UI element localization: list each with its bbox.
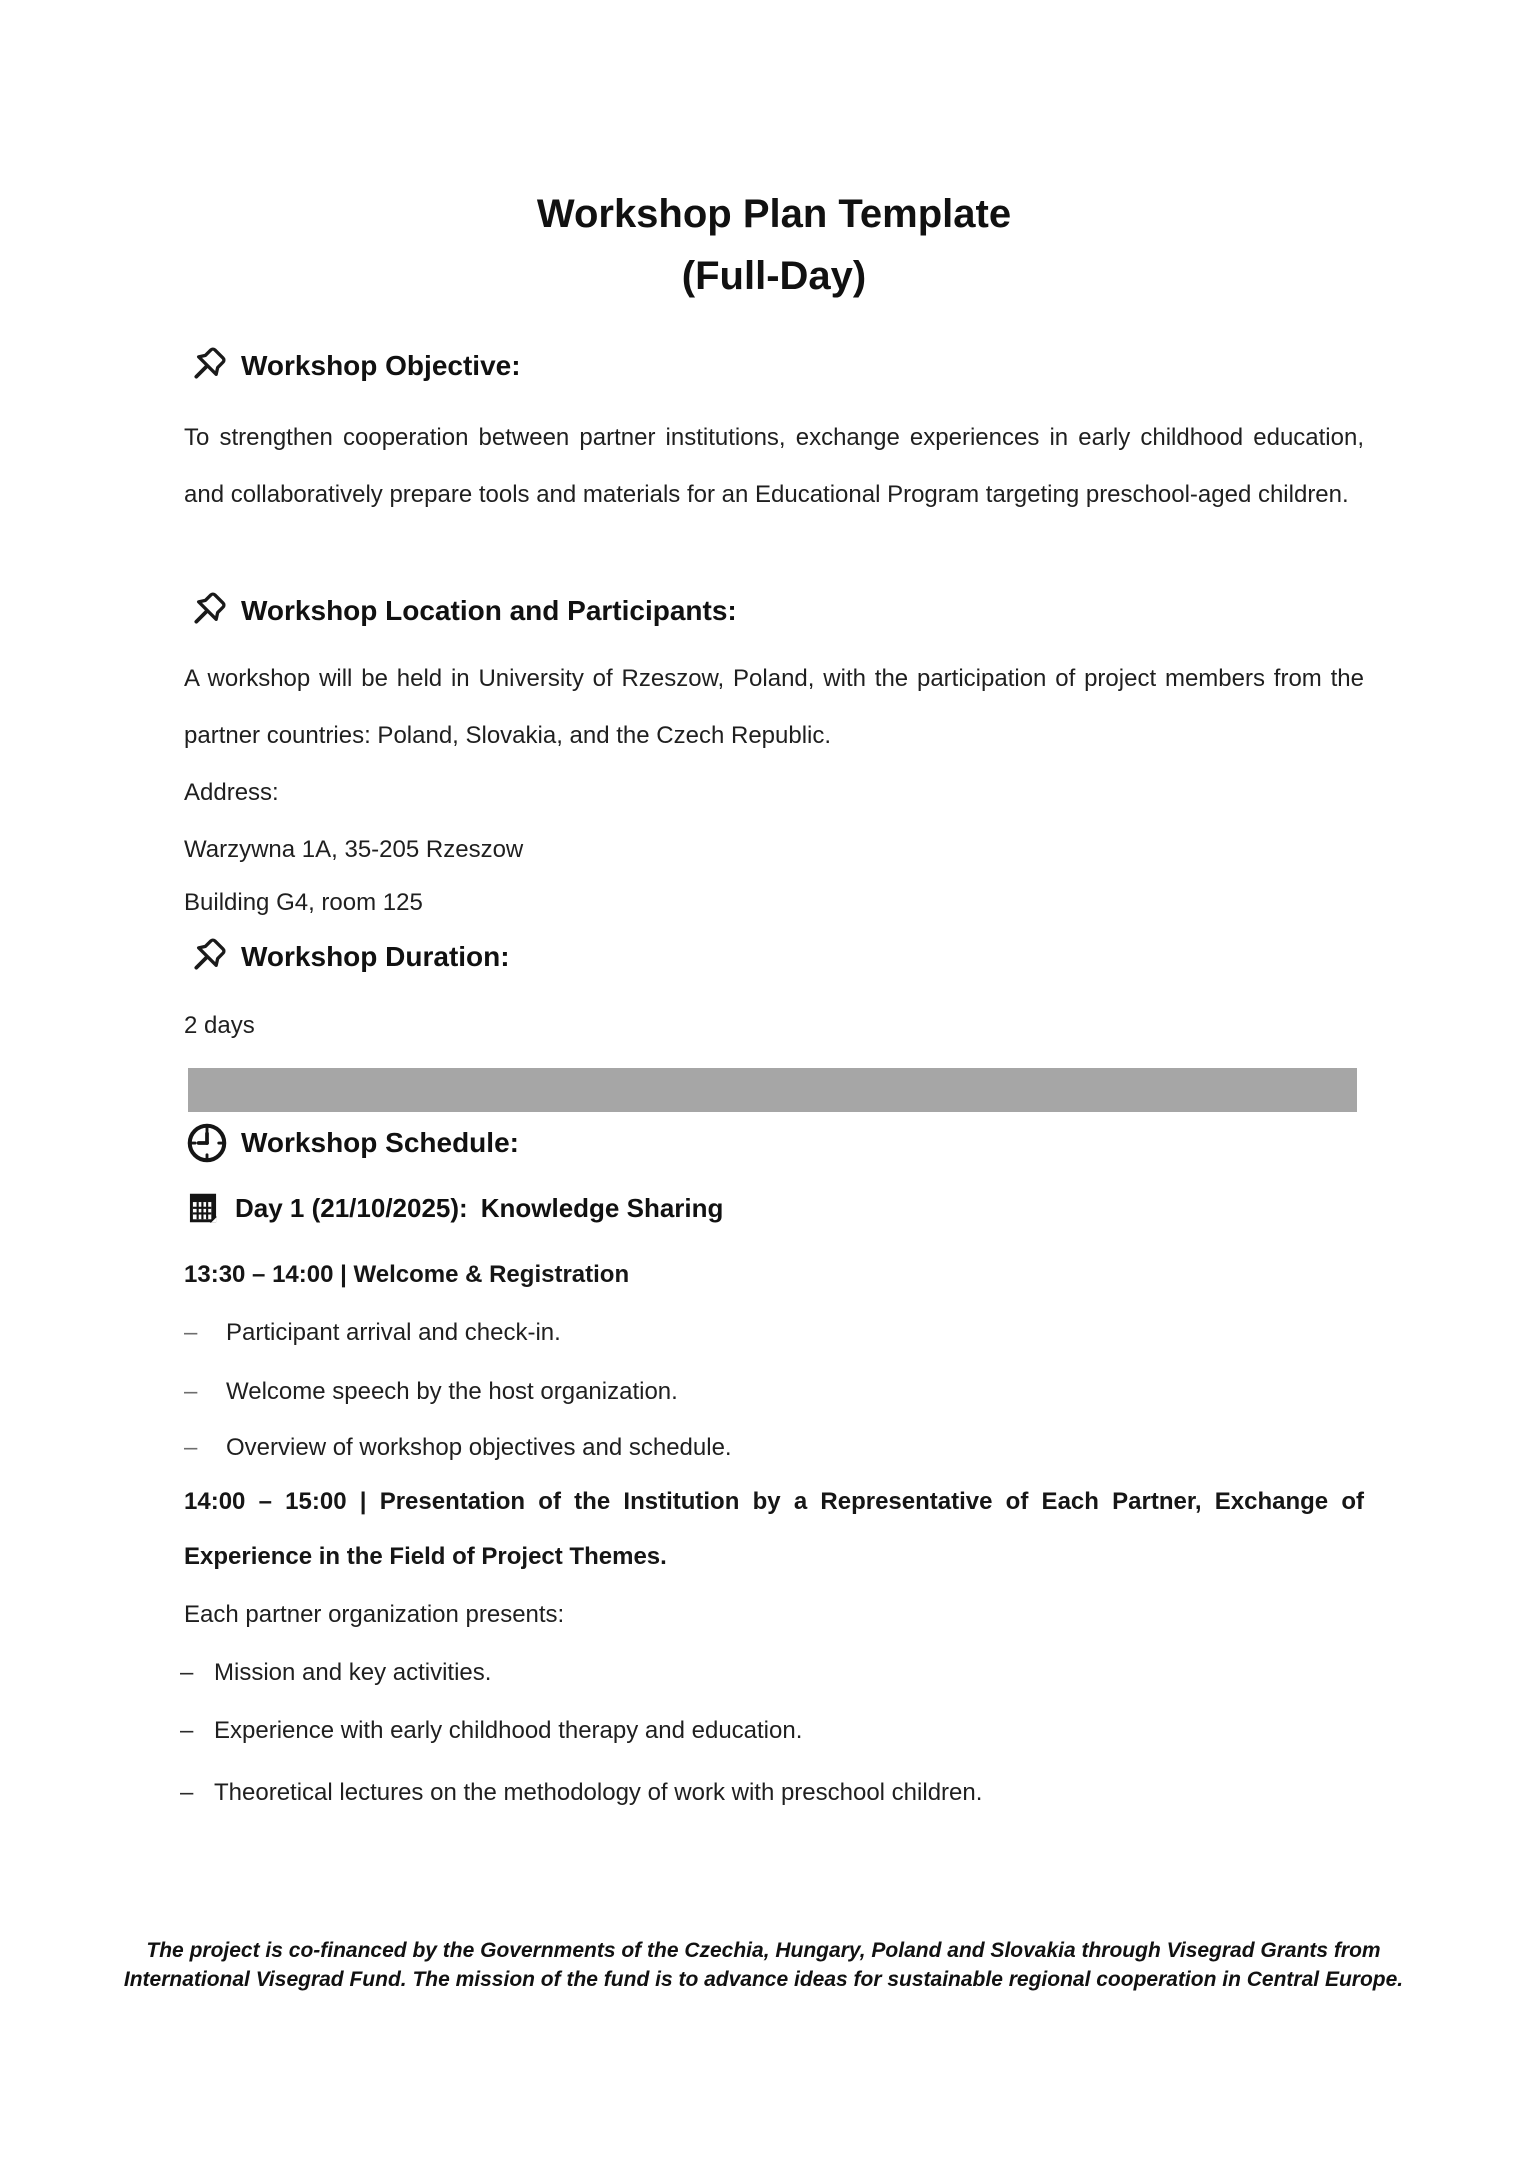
objective-paragraph: To strengthen cooperation between partner institutions, exchange experiences in early childhood education, and collaboratively prepare tools and materials for an Educational Program targeting preschool-aged children. — [184, 424, 1364, 508]
address-street: Warzywna 1A, 35-205 Rzeszow — [184, 836, 524, 863]
duration-value: 2 days — [184, 1012, 255, 1039]
list-item-text: Theoretical lectures on the methodology of work with preschool children. — [214, 1779, 983, 1806]
list-item — [184, 1363, 1364, 1420]
day1-topic: Knowledge Sharing — [480, 1192, 724, 1223]
section-heading-label: Workshop Location and Participants: — [241, 595, 737, 626]
section-heading-duration — [184, 934, 1364, 980]
section-heading-label: Workshop Schedule: — [241, 1127, 519, 1158]
section-heading-label: Workshop Duration: — [241, 941, 510, 972]
list-item-text: Mission and key activities. — [214, 1659, 492, 1686]
pushpin-icon — [184, 343, 230, 389]
section-divider-bar — [188, 1068, 1357, 1112]
day1-date-label: Day 1 (21/10/2025): — [235, 1192, 468, 1223]
section-heading-schedule — [184, 1120, 1364, 1166]
address-label: Address: — [184, 779, 279, 806]
dash-bullet: – — [184, 1434, 198, 1461]
list-item-text: Participant arrival and check-in. — [226, 1319, 561, 1346]
page-title-line2: (Full-Day) — [681, 254, 867, 298]
footer-line2: International Visegrad Fund. The mission of the fund is to advance ideas for sustainable regional cooperation in Central Europe. — [123, 1968, 1404, 1991]
list-item — [180, 1702, 1364, 1759]
clock-icon — [184, 1120, 230, 1166]
dash-bullet: – — [184, 1319, 198, 1346]
list-item-text: Overview of workshop objectives and schedule. — [226, 1434, 732, 1461]
list-item-text: Experience with early childhood therapy and education. — [214, 1717, 803, 1744]
slot2-intro: Each partner organization presents: — [184, 1601, 565, 1628]
slot2-heading: 14:00 – 15:00 | Presentation of the Institution by a Representative of Each Partner, Exchange of Experience in the Field of Project Themes. — [184, 1488, 1364, 1570]
section-heading-location — [184, 588, 1364, 634]
section-heading-label: Workshop Objective: — [241, 350, 521, 381]
day1-heading — [184, 1188, 1364, 1228]
page-title-line1: Workshop Plan Template — [536, 192, 1012, 236]
slot1-heading: 13:30 – 14:00 | Welcome & Registration — [184, 1261, 630, 1288]
dash-bullet: – — [180, 1659, 194, 1686]
list-item — [180, 1764, 1364, 1821]
section-heading-objective — [184, 343, 1364, 389]
dash-bullet: – — [180, 1779, 194, 1806]
list-item-text: Welcome speech by the host organization. — [226, 1378, 678, 1405]
list-item — [184, 1419, 1364, 1476]
pushpin-icon — [184, 588, 230, 634]
footer-line1: The project is co-financed by the Governments of the Czechia, Hungary, Poland and Slovakia through Visegrad Grants from — [146, 1939, 1381, 1962]
location-paragraph: A workshop will be held in University of Rzeszow, Poland, with the participation of project members from the partner countries: Poland, Slovakia, and the Czech Republic. — [184, 665, 1364, 749]
calendar-icon — [184, 1188, 222, 1228]
list-item — [184, 1304, 1364, 1361]
footer-funding-note — [20, 1936, 1507, 1994]
address-building: Building G4, room 125 — [184, 889, 423, 916]
pushpin-icon — [184, 934, 230, 980]
list-item — [180, 1644, 1364, 1701]
page-title — [184, 183, 1364, 307]
dash-bullet: – — [184, 1378, 198, 1405]
dash-bullet: – — [180, 1717, 194, 1744]
